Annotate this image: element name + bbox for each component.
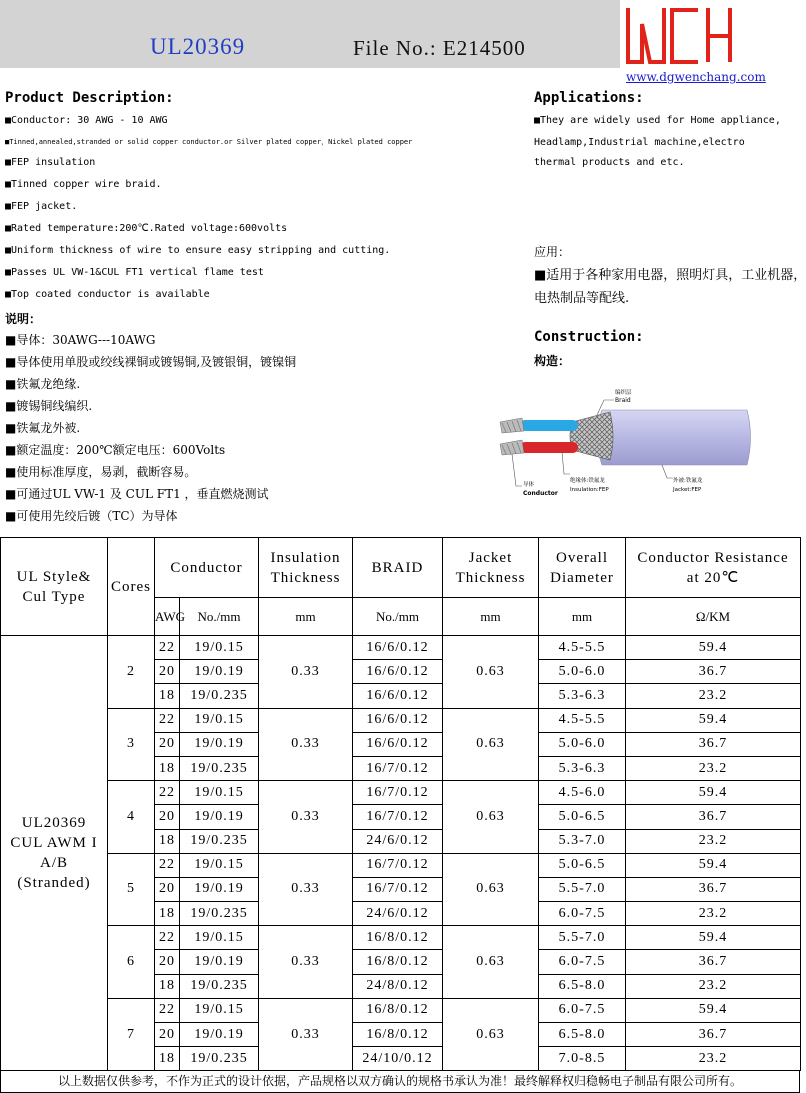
insulated-cores: [500, 418, 578, 455]
awg-cell: 22: [155, 853, 180, 877]
conductor-cell: 19/0.15: [180, 926, 259, 950]
diameter-cell: 5.0-6.5: [539, 853, 626, 877]
awg-cell: 18: [155, 756, 180, 780]
braid-cell: 16/7/0.12: [353, 853, 443, 877]
wch-logo: [624, 2, 736, 68]
resistance-cell: 36.7: [626, 660, 801, 684]
spec-table-body: [1, 636, 801, 1071]
awg-cell: 20: [155, 732, 180, 756]
cn-desc-item: ■导体：30AWG---10AWG: [5, 333, 156, 347]
table-row: [1, 636, 801, 660]
diameter-cell: 5.3-7.0: [539, 829, 626, 853]
cores-cell: 7: [108, 998, 155, 1071]
braid-cell: 16/8/0.12: [353, 998, 443, 1022]
awg-cell: 18: [155, 902, 180, 926]
diameter-cell: 6.0-7.5: [539, 950, 626, 974]
jacket-cell: 0.63: [443, 636, 539, 709]
desc-item: ■Rated temperature:200℃.Rated voltage:600volts: [5, 223, 288, 234]
conductor-cell: 19/0.235: [180, 1047, 259, 1071]
cn-applications-line: 电热制品等配线.: [534, 291, 630, 306]
cn-desc-item: ■可使用先绞后镀（TC）为导体: [5, 509, 178, 523]
insulation-cell: 0.33: [259, 781, 353, 854]
conductor-cell: 19/0.15: [180, 853, 259, 877]
desc-item: ■Top coated conductor is available: [5, 289, 210, 300]
resistance-cell: 59.4: [626, 636, 801, 660]
braid-cell: 16/6/0.12: [353, 732, 443, 756]
diameter-cell: 5.5-7.0: [539, 877, 626, 901]
braid-cell: 16/7/0.12: [353, 877, 443, 901]
resistance-cell: 23.2: [626, 684, 801, 708]
awg-cell: 22: [155, 708, 180, 732]
awg-cell: 20: [155, 877, 180, 901]
conductor-cell: 19/0.235: [180, 829, 259, 853]
unit-mm: mm: [259, 598, 353, 636]
website-link[interactable]: www.dgwenchang.com: [626, 70, 766, 84]
resistance-cell: 23.2: [626, 902, 801, 926]
style-cell: [1, 636, 108, 1071]
desc-item: ■Passes UL VW-1&CUL FT1 vertical flame test: [5, 267, 264, 278]
resistance-cell: 59.4: [626, 926, 801, 950]
conductor-cell: 19/0.235: [180, 902, 259, 926]
diameter-cell: 6.5-8.0: [539, 1023, 626, 1047]
construction-title: Construction:: [534, 329, 644, 345]
jacket-cn-label: 外被:铁氟龙: [673, 478, 703, 484]
cores-cell: 5: [108, 853, 155, 926]
conductor-cell: 19/0.15: [180, 708, 259, 732]
conductor-label: Conductor: [523, 490, 558, 497]
braid-cell: 24/10/0.12: [353, 1047, 443, 1071]
braid-cell: 24/8/0.12: [353, 974, 443, 998]
jacket-label: Jacket:FEP: [673, 487, 702, 493]
header-jacket: Jacket Thickness: [443, 538, 539, 598]
resistance-cell: 36.7: [626, 950, 801, 974]
table-row: [1, 708, 801, 732]
awg-cell: 20: [155, 805, 180, 829]
conductor-cell: 19/0.235: [180, 684, 259, 708]
resistance-cell: 23.2: [626, 829, 801, 853]
awg-cell: 18: [155, 829, 180, 853]
conductor-cell: 19/0.15: [180, 781, 259, 805]
desc-item: ■FEP insulation: [5, 157, 96, 168]
insulation-cell: 0.33: [259, 926, 353, 999]
unit-braid: No./mm: [353, 598, 443, 636]
awg-cell: 22: [155, 636, 180, 660]
table-row: [1, 781, 801, 805]
header-resistance: Conductor Resistance at 20℃: [626, 538, 801, 598]
diameter-cell: 6.0-7.5: [539, 902, 626, 926]
applications-title: Applications:: [534, 90, 644, 106]
cn-applications-line: ■适用于各种家用电器，照明灯具，工业机器，: [534, 268, 806, 283]
awg-cell: 18: [155, 1047, 180, 1071]
awg-cell: 22: [155, 926, 180, 950]
model-number: UL20369: [150, 34, 246, 59]
insulation-cell: 0.33: [259, 853, 353, 926]
braid-cell: 16/7/0.12: [353, 805, 443, 829]
braid-cell: 16/6/0.12: [353, 636, 443, 660]
conductor-cell: 19/0.235: [180, 756, 259, 780]
braid-cell: 16/8/0.12: [353, 926, 443, 950]
style-line: (Stranded): [17, 875, 91, 892]
unit-awg: AWG: [155, 598, 180, 636]
diameter-cell: 5.0-6.0: [539, 732, 626, 756]
conductor-cell: 19/0.19: [180, 805, 259, 829]
desc-item: ■Conductor: 30 AWG - 10 AWG: [5, 115, 168, 126]
conductor-cell: 19/0.19: [180, 1023, 259, 1047]
header-conductor: Conductor: [155, 538, 259, 598]
resistance-cell: 59.4: [626, 853, 801, 877]
diameter-cell: 6.5-8.0: [539, 974, 626, 998]
braid-label: Braid: [615, 397, 631, 404]
applications-line: thermal products and etc.: [534, 157, 685, 168]
cn-construction-title: 构造：: [534, 354, 571, 368]
diameter-cell: 5.5-7.0: [539, 926, 626, 950]
desc-item: ■Uniform thickness of wire to ensure easy stripping and cutting.: [5, 245, 391, 256]
braid-cn-label: 编织层: [615, 390, 632, 396]
insulation-label: Insulation:FEP: [570, 487, 609, 493]
diameter-cell: 4.5-5.5: [539, 708, 626, 732]
braid-cell: 24/6/0.12: [353, 902, 443, 926]
unit-diameter: mm: [539, 598, 626, 636]
disclaimer-footer: 以上数据仅供参考，不作为正式的设计依据，产品规格以双方确认的规格书承认为准！最终解释权归稳畅电子制品有限公司所有。: [0, 1071, 800, 1093]
desc-item: ■Tinned copper wire braid.: [5, 179, 162, 190]
resistance-cell: 36.7: [626, 877, 801, 901]
product-description-title: Product Description:: [5, 90, 174, 106]
braid-cell: 16/6/0.12: [353, 660, 443, 684]
braid-cell: 16/7/0.12: [353, 756, 443, 780]
diameter-cell: 4.5-5.5: [539, 636, 626, 660]
resistance-cell: 23.2: [626, 756, 801, 780]
cn-desc-item: ■使用标准厚度，易剥，截断容易。: [5, 465, 197, 479]
diameter-cell: 5.3-6.3: [539, 756, 626, 780]
braid-cell: 16/7/0.12: [353, 781, 443, 805]
jacket-cell: 0.63: [443, 708, 539, 781]
conductor-cell: 19/0.19: [180, 877, 259, 901]
header-braid: BRAID: [353, 538, 443, 598]
jacket-cell: 0.63: [443, 781, 539, 854]
unit-resistance: Ω/KM: [626, 598, 801, 636]
resistance-cell: 59.4: [626, 781, 801, 805]
conductor-cell: 19/0.19: [180, 950, 259, 974]
resistance-cell: 59.4: [626, 708, 801, 732]
insulation-cn-label: 绝缘体:铁氟龙: [570, 478, 605, 484]
cn-desc-item: ■镀锡铜线编织.: [5, 399, 93, 413]
braid-cell: 24/6/0.12: [353, 829, 443, 853]
spec-table: [0, 537, 801, 1071]
jacket-cell: 0.63: [443, 853, 539, 926]
diameter-cell: 6.0-7.5: [539, 998, 626, 1022]
jacket-cell: 0.63: [443, 998, 539, 1071]
awg-cell: 18: [155, 974, 180, 998]
awg-cell: 18: [155, 684, 180, 708]
braid-cell: 16/6/0.12: [353, 708, 443, 732]
cores-cell: 6: [108, 926, 155, 999]
cn-desc-item: ■可通过UL VW-1 及 CUL FT1 ，垂直燃烧测试: [5, 487, 269, 501]
resistance-cell: 23.2: [626, 1047, 801, 1071]
jacket-shape: [597, 410, 751, 465]
diameter-cell: 5.3-6.3: [539, 684, 626, 708]
unit-no-mm: No./mm: [180, 598, 259, 636]
conductor-cell: 19/0.19: [180, 660, 259, 684]
table-row: [1, 926, 801, 950]
header-diameter: Overall Diameter: [539, 538, 626, 598]
resistance-cell: 23.2: [626, 974, 801, 998]
braid-cell: 16/8/0.12: [353, 950, 443, 974]
resistance-cell: 36.7: [626, 1023, 801, 1047]
cn-applications-title: 应用：: [534, 245, 571, 259]
resistance-cell: 59.4: [626, 998, 801, 1022]
cable-construction-diagram: [492, 382, 800, 512]
diameter-cell: 4.5-6.0: [539, 781, 626, 805]
conductor-cell: 19/0.15: [180, 998, 259, 1022]
applications-line: ■They are widely used for Home appliance,: [534, 115, 781, 126]
cn-description-title: 说明：: [5, 312, 42, 326]
title-band: [0, 0, 620, 68]
unit-jacket: mm: [443, 598, 539, 636]
header-style: UL Style& Cul Type: [1, 538, 108, 636]
cn-desc-item: ■导体使用单股或绞线裸铜或镀锡铜,及镀银铜，镀镍铜: [5, 355, 297, 369]
cores-cell: 2: [108, 636, 155, 709]
conductor-cell: 19/0.15: [180, 636, 259, 660]
insulation-cell: 0.33: [259, 998, 353, 1071]
table-row: [1, 998, 801, 1022]
insulation-cell: 0.33: [259, 708, 353, 781]
style-line: UL20369: [21, 815, 87, 832]
cn-desc-item: ■额定温度：200℃额定电压：600Volts: [5, 443, 226, 457]
cores-cell: 3: [108, 708, 155, 781]
resistance-cell: 36.7: [626, 805, 801, 829]
desc-item: ■Tinned,annealed,stranded or solid copper conductor.or Silver plated copper，Nickel plated copper: [5, 138, 413, 146]
diameter-cell: 5.0-6.0: [539, 660, 626, 684]
braid-cell: 16/6/0.12: [353, 684, 443, 708]
awg-cell: 20: [155, 660, 180, 684]
jacket-cell: 0.63: [443, 926, 539, 999]
cn-desc-item: ■铁氟龙绝缘.: [5, 377, 81, 391]
awg-cell: 22: [155, 781, 180, 805]
awg-cell: 20: [155, 950, 180, 974]
table-row: [1, 853, 801, 877]
applications-line: Headlamp,Industrial machine,electro: [534, 137, 745, 148]
file-number: File No.: E214500: [353, 36, 526, 60]
desc-item: ■FEP jacket.: [5, 201, 78, 212]
conductor-cn-label: 导体: [523, 482, 535, 488]
cn-desc-item: ■铁氟龙外被.: [5, 421, 81, 435]
insulation-cell: 0.33: [259, 636, 353, 709]
braid-cell: 16/8/0.12: [353, 1023, 443, 1047]
conductor-cell: 19/0.235: [180, 974, 259, 998]
header-insulation: Insulation Thickness: [259, 538, 353, 598]
braid-shape: [570, 412, 613, 460]
header-cores: Cores: [108, 538, 155, 636]
conductor-cell: 19/0.19: [180, 732, 259, 756]
cores-cell: 4: [108, 781, 155, 854]
diameter-cell: 7.0-8.5: [539, 1047, 626, 1071]
awg-cell: 22: [155, 998, 180, 1022]
resistance-cell: 36.7: [626, 732, 801, 756]
style-line: A/B: [39, 855, 68, 872]
awg-cell: 20: [155, 1023, 180, 1047]
diameter-cell: 5.0-6.5: [539, 805, 626, 829]
style-line: CUL AWM I: [10, 835, 98, 852]
